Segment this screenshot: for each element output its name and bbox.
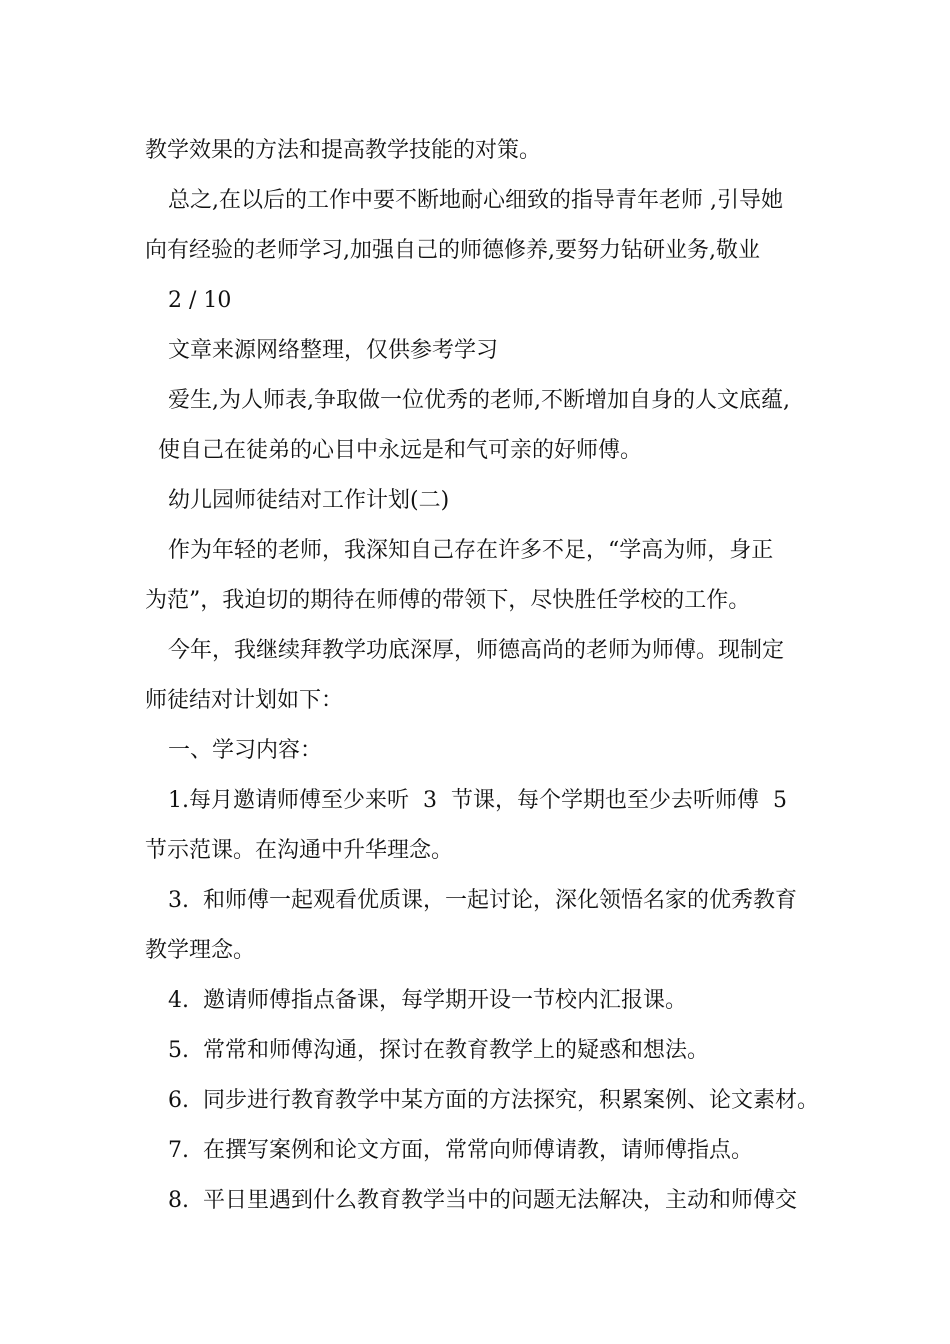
- paragraph-line: 使自己在徒弟的心目中永远是和气可亲的好师傅。: [158, 438, 643, 463]
- paragraph-line: 向有经验的老师学习,加强自己的师德修养,要努力钻研业务,敬业: [145, 238, 760, 263]
- paragraph-line: 爱生,为人师表,争取做一位优秀的老师,不断增加自身的人文底蕴,: [168, 388, 790, 413]
- paragraph-line: 今年，我继续拜教学功底深厚，师德高尚的老师为师傅。现制定: [168, 638, 785, 663]
- source-note: 文章来源网络整理，仅供参考学习: [168, 338, 499, 363]
- paragraph-line: 作为年轻的老师，我深知自己存在许多不足，“学高为师，身正: [168, 538, 774, 563]
- list-item-continuation: 节示范课。在沟通中升华理念。: [145, 838, 454, 863]
- paragraph-line: 总之,在以后的工作中要不断地耐心细致的指导青年老师 ,引导她: [168, 188, 783, 213]
- list-item: 1.每月邀请师傅至少来听 3 节课，每个学期也至少去听师傅 5: [168, 788, 787, 813]
- list-item: 7. 在撰写案例和论文方面，常常向师傅请教，请师傅指点。: [168, 1138, 753, 1163]
- section-heading: 幼儿园师徒结对工作计划(二): [168, 488, 450, 513]
- list-item-continuation: 教学理念。: [145, 938, 256, 963]
- list-item: 5. 常常和师傅沟通，探讨在教育教学上的疑惑和想法。: [168, 1038, 709, 1063]
- paragraph-line: 教学效果的方法和提高教学技能的对策。: [145, 138, 542, 163]
- list-item: 6. 同步进行教育教学中某方面的方法探究，积累案例、论文素材。: [168, 1088, 819, 1113]
- list-item: 3. 和师傅一起观看优质课，一起讨论，深化领悟名家的优秀教育: [168, 888, 797, 913]
- paragraph-line: 师徒结对计划如下：: [145, 688, 344, 713]
- page-number: 2 / 10: [168, 288, 232, 313]
- subheading: 一、学习内容：: [168, 738, 323, 763]
- paragraph-line: 为范”，我迫切的期待在师傅的带领下，尽快胜任学校的工作。: [145, 588, 751, 613]
- list-item: 4. 邀请师傅指点备课，每学期开设一节校内汇报课。: [168, 988, 687, 1013]
- list-item: 8. 平日里遇到什么教育教学当中的问题无法解决，主动和师傅交: [168, 1188, 797, 1213]
